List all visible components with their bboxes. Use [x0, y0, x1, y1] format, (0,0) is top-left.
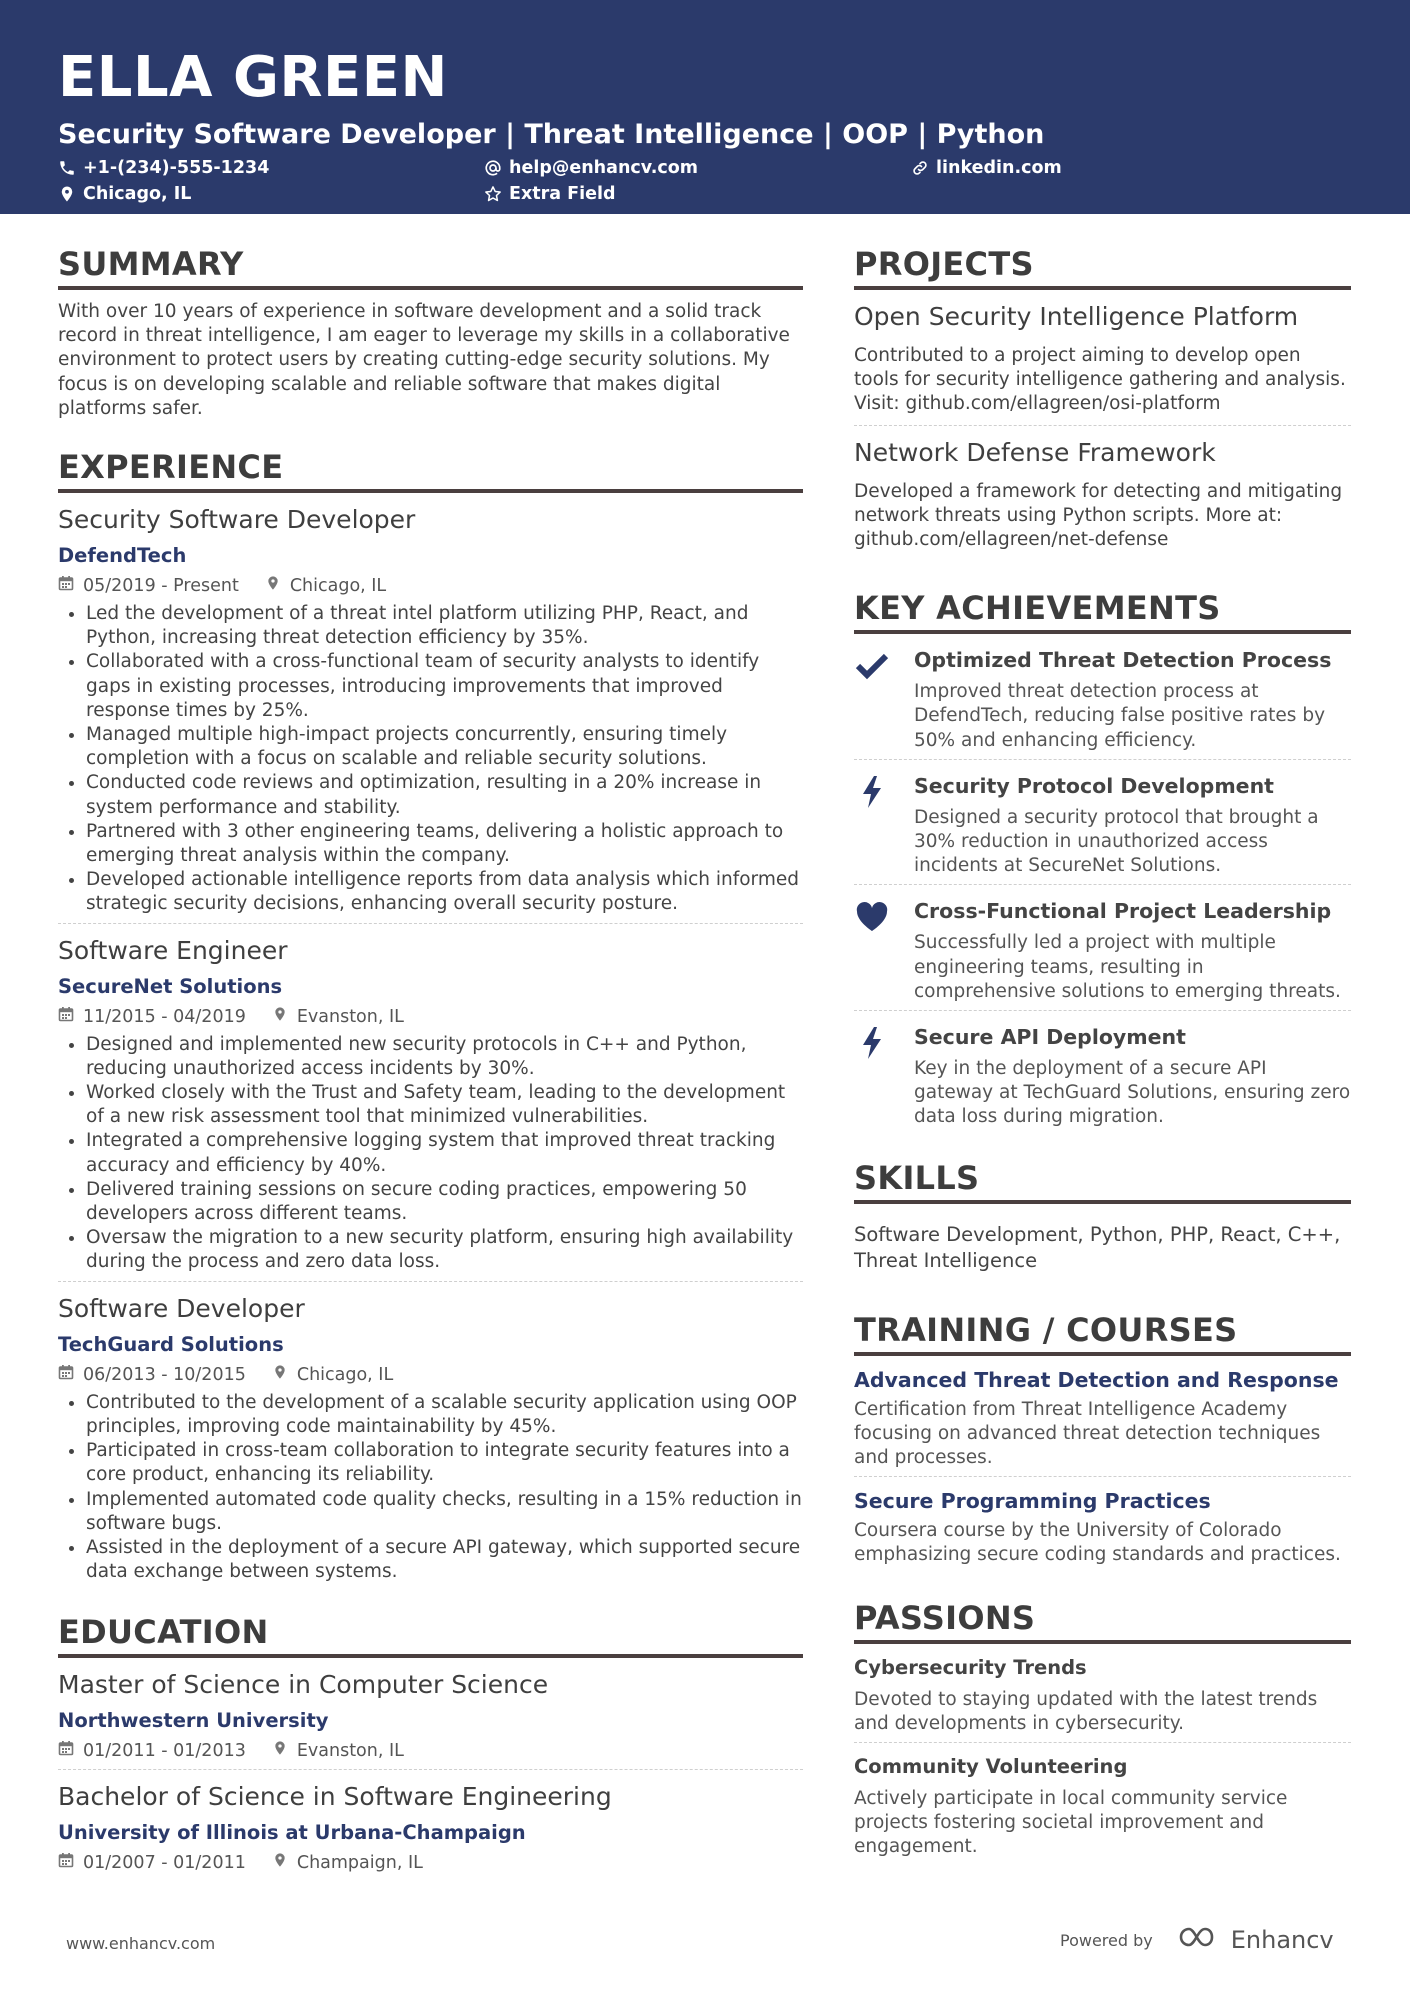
achievement-entry [854, 1011, 1351, 1136]
location-pin-icon [265, 574, 290, 598]
section-title: SUMMARY [58, 244, 803, 290]
projects-section [854, 244, 1351, 560]
job-bullet: • Led the development of a threat intel platform utilizing PHP, React, and Python, increasing threat detection efficiency by 35%. [86, 602, 803, 650]
job-bullet: • Delivered training sessions on secure coding practices, empowering 50 developers across different teams. [86, 1178, 803, 1226]
checkmark-icon [854, 646, 914, 753]
school: University of Illinois at Urbana-Champaign [58, 1821, 526, 1845]
contact-extra [484, 184, 616, 204]
job-company: DefendTech [58, 544, 187, 568]
calendar-icon [58, 1739, 83, 1763]
location-pin-icon [272, 1005, 297, 1029]
project-title: Open Security Intelligence Platform [854, 302, 1299, 331]
location-pin-icon [272, 1739, 297, 1763]
course-title: Secure Programming Practices [854, 1489, 1211, 1514]
job-bullet: • Managed multiple high-impact projects concurrently, ensuring timely completion with a focus on scalable and reliable security solutions. [86, 723, 803, 771]
phone-icon [58, 159, 76, 177]
passions-section [854, 1598, 1351, 1866]
location-text: Chicago, IL [83, 184, 192, 204]
achievement-entry [854, 760, 1351, 886]
job-bullet: • Integrated a comprehensive logging system that improved threat tracking accuracy and efficiency by 40%. [86, 1129, 803, 1177]
linkedin-text: linkedin.com [936, 158, 1062, 178]
course-desc: Coursera course by the University of Colorado emphasizing secure coding standards and practices. [854, 1520, 1341, 1566]
training-section [854, 1310, 1351, 1574]
section-title: PROJECTS [854, 244, 1351, 290]
job-meta [58, 1363, 803, 1387]
experience-entry [58, 1292, 803, 1591]
achievement-desc: Designed a security protocol that brought a 30% reduction in unauthorized access incidents at SecureNet Solutions. [914, 806, 1319, 877]
candidate-headline: Security Software Developer | Threat Intelligence | OOP | Python [58, 119, 1045, 150]
education-location: Champaign, IL [296, 1853, 423, 1874]
education-entry [58, 1780, 803, 1881]
calendar-icon [58, 574, 83, 598]
achievement-title: Optimized Threat Detection Process [914, 648, 1332, 673]
footer-branding [1060, 1924, 1334, 1956]
job-bullet: • Oversaw the migration to a new security platform, ensuring high availability during the process and zero data loss. [86, 1226, 803, 1274]
contact-phone[interactable] [58, 158, 269, 178]
phone-text: +1-(234)-555-1234 [83, 158, 270, 178]
education-meta [58, 1739, 803, 1763]
job-dates: 11/2015 - 04/2019 [83, 1006, 246, 1027]
email-text: help@enhancv.com [509, 158, 699, 178]
job-company: SecureNet Solutions [58, 974, 283, 998]
summary-section [58, 244, 803, 421]
contact-info [58, 158, 1352, 214]
achievement-entry [854, 885, 1351, 1011]
achievement-title: Secure API Deployment [914, 1025, 1186, 1050]
job-bullet: • Contributed to the development of a scalable security application using OOP principles, improving code maintainability by 45%. [86, 1391, 803, 1439]
job-dates: 05/2019 - Present [83, 576, 239, 597]
section-title: EDUCATION [58, 1612, 803, 1658]
experience-section [58, 447, 803, 1590]
calendar-icon [58, 1363, 83, 1387]
passion-entry [854, 1743, 1351, 1866]
project-entry [854, 436, 1351, 561]
resume-header [0, 0, 1410, 214]
lightning-icon [854, 1023, 914, 1130]
achievement-title: Security Protocol Development [914, 773, 1274, 798]
job-location: Chicago, IL [296, 1364, 394, 1385]
project-desc: Developed a framework for detecting and mitigating network threats using Python scripts. More at: github.com/ellagreen/net-defense [854, 480, 1343, 551]
achievement-desc: Successfully led a project with multiple engineering teams, resulting in comprehensive solutions to emerging threats. [914, 932, 1341, 1002]
project-entry [854, 300, 1351, 426]
job-bullet: • Implemented automated code quality checks, resulting in a 15% reduction in software bugs. [86, 1488, 803, 1536]
section-title: PASSIONS [854, 1598, 1351, 1644]
summary-text: With over 10 years of experience in software development and a solid track record in threat intelligence, I am eager to leverage my skills in a collaborative environment to protect users by creating cutting-edge security solutions. My focus is on developing scalable and reliable software that makes digital platforms safer. [58, 301, 790, 419]
project-desc: Contributed to a project aiming to develop open tools for security intelligence gathering and analysis. Visit: github.com/ellagreen/osi-platform [854, 345, 1346, 415]
experience-entry [58, 934, 803, 1282]
heart-icon [854, 897, 914, 1004]
job-bullets [58, 602, 803, 917]
job-bullet: • Developed actionable intelligence reports from data analysis which informed strategic security decisions, enhancing overall security posture. [86, 868, 803, 916]
achievement-desc: Key in the deployment of a secure API gateway at TechGuard Solutions, ensuring zero data loss during migration. [914, 1058, 1351, 1128]
job-meta [58, 1005, 803, 1029]
job-bullets [58, 1033, 803, 1275]
section-title: KEY ACHIEVEMENTS [854, 588, 1351, 634]
job-bullet: • Collaborated with a cross-functional team of security analysts to identify gaps in existing processes, introducing improvements that improved response times by 25%. [86, 650, 803, 723]
contact-linkedin[interactable] [911, 158, 1062, 178]
job-role: Software Developer [58, 1293, 305, 1323]
job-company: TechGuard Solutions [58, 1332, 284, 1356]
footer-website[interactable]: www.enhancv.com [66, 1934, 216, 1953]
job-bullet: • Assisted in the deployment of a secure API gateway, which supported secure data exchange between systems. [86, 1536, 803, 1584]
education-location: Evanston, IL [296, 1741, 404, 1762]
job-location: Chicago, IL [289, 576, 387, 597]
degree: Bachelor of Science in Software Engineering [58, 1782, 612, 1812]
powered-by-text: Powered by [1060, 1930, 1153, 1950]
passion-title: Community Volunteering [854, 1755, 1128, 1779]
job-bullets [58, 1391, 803, 1585]
experience-entry [58, 503, 803, 924]
section-title: SKILLS [854, 1158, 1351, 1204]
left-column [58, 244, 803, 1907]
star-icon [484, 185, 502, 203]
calendar-icon [58, 1851, 83, 1875]
location-pin-icon [58, 185, 76, 203]
education-dates: 01/2011 - 01/2013 [83, 1741, 246, 1762]
passion-title: Cybersecurity Trends [854, 1655, 1087, 1679]
course-entry [854, 1477, 1351, 1573]
job-bullet: • Conducted code reviews and optimization, resulting in a 20% increase in system performance and stability. [86, 771, 803, 819]
job-bullet: • Worked closely with the Trust and Safety team, leading to the development of a new risk assessment tool that minimized vulnerabilities. [86, 1081, 803, 1129]
skills-section [854, 1158, 1351, 1274]
achievements-section [854, 588, 1351, 1135]
job-meta [58, 574, 803, 598]
achievement-title: Cross-Functional Project Leadership [914, 899, 1332, 924]
skills-text: Software Development, Python, PHP, React, C++, Threat Intelligence [854, 1222, 1341, 1272]
job-dates: 06/2013 - 10/2015 [83, 1364, 246, 1385]
enhancv-logo-icon [1177, 1924, 1231, 1956]
passion-entry [854, 1644, 1351, 1743]
link-icon [911, 159, 929, 177]
extra-text: Extra Field [509, 184, 616, 204]
at-sign-icon [484, 159, 502, 177]
contact-email[interactable] [484, 158, 698, 178]
calendar-icon [58, 1005, 83, 1029]
education-dates: 01/2007 - 01/2011 [83, 1853, 246, 1874]
course-entry [854, 1356, 1351, 1478]
passion-desc: Devoted to staying updated with the latest trends and developments in cybersecurity. [854, 1688, 1318, 1734]
project-title: Network Defense Framework [854, 437, 1216, 467]
job-bullet: • Participated in cross-team collaboration to integrate security features into a core product, enhancing its reliability. [86, 1439, 803, 1487]
section-title: TRAINING / COURSES [854, 1310, 1351, 1356]
course-title: Advanced Threat Detection and Response [854, 1367, 1339, 1392]
candidate-name: ELLA GREEN [58, 45, 448, 110]
job-role: Security Software Developer [58, 505, 416, 535]
achievement-entry [854, 634, 1351, 760]
location-pin-icon [272, 1851, 297, 1875]
education-section [58, 1612, 803, 1881]
education-entry [58, 1668, 803, 1770]
location-pin-icon [272, 1363, 297, 1387]
degree: Master of Science in Computer Science [58, 1670, 549, 1700]
right-column [854, 244, 1351, 1892]
job-bullet: • Designed and implemented new security protocols in C++ and Python, reducing unauthorized access incidents by 30%. [86, 1033, 803, 1081]
job-location: Evanston, IL [296, 1006, 404, 1027]
job-role: Software Engineer [58, 935, 288, 965]
contact-location [58, 184, 191, 204]
lightning-icon [854, 772, 914, 879]
education-meta [58, 1851, 803, 1875]
section-title: EXPERIENCE [58, 447, 803, 493]
school: Northwestern University [58, 1709, 329, 1733]
brand-name: Enhancv [1230, 1926, 1334, 1954]
achievement-desc: Improved threat detection process at DefendTech, reducing false positive rates by 50% and enhancing efficiency. [914, 681, 1326, 751]
brand-logo[interactable] [1177, 1924, 1334, 1956]
passion-desc: Actively participate in local community service projects fostering societal improvement and engagement. [854, 1788, 1288, 1858]
job-bullet: • Partnered with 3 other engineering teams, delivering a holistic approach to emerging threat analysis within the company. [86, 820, 803, 868]
course-desc: Certification from Threat Intelligence Academy focusing on advanced threat detection techniques and processes. [854, 1398, 1321, 1469]
